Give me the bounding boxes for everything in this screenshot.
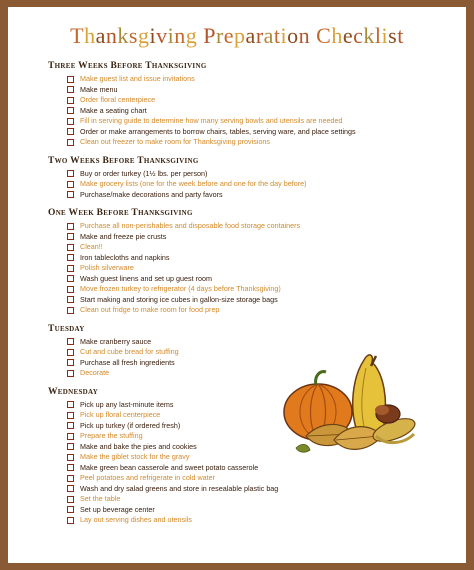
squash-icon xyxy=(353,355,386,437)
title-letter: s xyxy=(388,23,398,48)
checklist-item xyxy=(80,347,179,357)
checklist-item-label: Purchase all non-perishables and disposable food storage containers xyxy=(80,221,301,230)
checklist-item xyxy=(80,400,173,410)
checklist-item xyxy=(80,242,103,252)
checkbox[interactable] xyxy=(67,496,74,503)
checklist-item xyxy=(80,116,343,126)
checklist-item-label: Set the table xyxy=(80,494,121,503)
checklist-item-label: Purchase/make decorations and party favors xyxy=(80,189,223,199)
checklist-item-label: Order or make arrangements to borrow chairs, tables, serving ware, and place settings xyxy=(80,126,356,136)
section-heading: Three Weeks Before Thanksgiving xyxy=(48,61,207,71)
checklist-item-label: Prepare the stuffing xyxy=(80,431,143,440)
checklist-item-label: Iron tablecloths and napkins xyxy=(80,252,170,262)
checklist-item-label: Peel potatoes and refrigerate in cold water xyxy=(80,473,216,482)
checkbox[interactable] xyxy=(67,265,74,272)
checklist-item-label: Pick up any last-minute items xyxy=(80,399,174,409)
title-letter: a xyxy=(95,23,106,48)
checklist-item-label: Clean out freezer to make room for Thanksgiving provisions xyxy=(80,137,271,146)
checklist-item-label: Set up beverage center xyxy=(80,504,155,514)
checkbox[interactable] xyxy=(67,433,74,440)
checkbox[interactable] xyxy=(67,370,74,377)
checklist-item-label: Decorate xyxy=(80,368,110,377)
title-letter: r xyxy=(215,23,224,48)
checklist-item xyxy=(80,274,212,284)
section-heading: Wednesday xyxy=(48,386,99,397)
checkbox[interactable] xyxy=(67,349,74,356)
checklist-item xyxy=(80,452,189,462)
checklist-item xyxy=(80,85,118,95)
checkbox[interactable] xyxy=(67,485,74,492)
checklist-item xyxy=(80,494,120,504)
checklist-item-label: Make and freeze pie crusts xyxy=(80,231,167,241)
checklist-item-label: Buy or order turkey (1½ lbs. per person) xyxy=(80,168,208,178)
title-letter: i xyxy=(167,23,175,48)
title-letter: a xyxy=(245,23,256,48)
checklist-item-label: Start making and storing ice cubes in gallon-size storage bags xyxy=(80,294,278,304)
checklist-item-label: Order floral centerpiece xyxy=(80,95,156,104)
checkbox[interactable] xyxy=(67,233,74,240)
checkbox[interactable] xyxy=(67,464,74,471)
title-letter: v xyxy=(156,23,168,48)
checkbox[interactable] xyxy=(67,422,74,429)
checklist-item xyxy=(80,358,175,368)
checklist-item-label: Pick up turkey (if ordered fresh) xyxy=(80,420,181,430)
title-letter: e xyxy=(342,23,354,48)
checkbox[interactable] xyxy=(67,244,74,251)
title-letter: p xyxy=(234,23,246,48)
checklist-item xyxy=(80,421,180,431)
checklist-item xyxy=(80,473,215,483)
checklist-item-label: Clean out fridge to make room for food prep xyxy=(80,305,220,314)
checkbox[interactable] xyxy=(67,401,74,408)
checklist-item-label: Make grocery lists (one for the week before and one for the day before) xyxy=(80,179,307,188)
title-letter: o xyxy=(287,23,299,48)
checkbox[interactable] xyxy=(67,307,74,314)
checklist-item-label: Make the giblet stock for the gravy xyxy=(80,452,190,461)
title-letter: i xyxy=(149,23,157,48)
title-letter: e xyxy=(223,23,235,48)
checklist-item xyxy=(80,127,356,137)
title-letter: i xyxy=(280,23,288,48)
title-letter: k xyxy=(117,23,129,48)
checklist-item-label: Make a seating chart xyxy=(80,105,147,115)
checklist-item-label: Wash and dry salad greens and store in resealable plastic bag xyxy=(80,483,279,493)
title-letter: s xyxy=(128,23,138,48)
checklist-item xyxy=(80,295,278,305)
checkbox[interactable] xyxy=(67,86,74,93)
title-letter: n xyxy=(298,23,311,48)
title-letter: g xyxy=(185,23,198,48)
section-heading: Tuesday xyxy=(48,323,85,334)
checklist-item xyxy=(80,337,151,347)
checklist-item xyxy=(80,137,270,147)
checkbox[interactable] xyxy=(67,181,74,188)
checklist-item xyxy=(80,221,300,231)
checklist-item-label: Make green bean casserole and sweet potato casserole xyxy=(80,462,259,472)
page-title xyxy=(8,23,466,49)
checklist-item-label: Make guest list and issue invitations xyxy=(80,74,195,83)
checklist-item xyxy=(80,463,258,473)
checklist-item xyxy=(80,368,109,378)
title-letter: P xyxy=(203,23,216,48)
checklist-item xyxy=(80,190,223,200)
title-letter: c xyxy=(353,23,364,48)
checkbox[interactable] xyxy=(67,97,74,104)
checklist-item xyxy=(80,442,197,452)
checklist-item xyxy=(80,505,155,515)
title-letter: t xyxy=(397,23,404,48)
checklist-item xyxy=(80,106,147,116)
title-letter: h xyxy=(84,23,96,48)
checklist-item xyxy=(80,253,170,263)
checkbox[interactable] xyxy=(67,359,74,366)
checkbox[interactable] xyxy=(67,254,74,261)
checkbox[interactable] xyxy=(67,223,74,230)
checkbox[interactable] xyxy=(67,506,74,513)
checklist-item xyxy=(80,431,143,441)
title-letter: n xyxy=(105,23,118,48)
title-letter: r xyxy=(255,23,264,48)
checkbox[interactable] xyxy=(67,412,74,419)
checklist-item xyxy=(80,263,134,273)
checklist-item-label: Pick up floral centerpiece xyxy=(80,410,161,419)
checkbox[interactable] xyxy=(67,191,74,198)
checklist-page xyxy=(8,7,466,563)
section-heading: Two Weeks Before Thanksgiving xyxy=(48,155,199,166)
checklist-item-label: Clean!! xyxy=(80,242,103,251)
checklist-item-label: Make and bake the pies and cookies xyxy=(80,441,197,451)
section-heading: One Week Before Thanksgiving xyxy=(48,208,193,218)
checklist-item xyxy=(80,169,207,179)
checklist-item-label: Polish silverware xyxy=(80,263,134,272)
title-letter: h xyxy=(331,23,343,48)
checkbox[interactable] xyxy=(67,107,74,114)
checklist-item xyxy=(80,74,195,84)
checklist-item xyxy=(80,179,307,189)
title-letter: l xyxy=(374,23,382,48)
title-letter: C xyxy=(316,23,332,48)
checkbox[interactable] xyxy=(67,454,74,461)
checkbox[interactable] xyxy=(67,475,74,482)
checklist-item-label: Wash guest linens and set up guest room xyxy=(80,273,212,283)
checkbox[interactable] xyxy=(67,76,74,83)
checklist-item-label: Move frozen turkey to refrigerator (4 days before Thanksgiving) xyxy=(80,284,281,293)
checklist-item-label: Make menu xyxy=(80,84,118,94)
checkbox[interactable] xyxy=(67,128,74,135)
checklist-item xyxy=(80,232,166,242)
checkbox[interactable] xyxy=(67,139,74,146)
checklist-item xyxy=(80,515,192,525)
checklist-item xyxy=(80,484,278,494)
title-letter: i xyxy=(381,23,389,48)
checkbox[interactable] xyxy=(67,286,74,293)
checkbox[interactable] xyxy=(67,296,74,303)
checklist-item xyxy=(80,284,281,294)
title-letter: t xyxy=(273,23,281,48)
title-letter: g xyxy=(137,23,150,48)
checklist-item-label: Lay out serving dishes and utensils xyxy=(80,515,192,524)
checkbox[interactable] xyxy=(67,275,74,282)
checklist-item-label: Fill in serving guide to determine how many serving bowls and utensils are needed xyxy=(80,116,343,125)
checklist-item xyxy=(80,95,155,105)
checkbox[interactable] xyxy=(67,118,74,125)
checkbox[interactable] xyxy=(67,517,74,524)
checkbox[interactable] xyxy=(67,170,74,177)
title-letter: k xyxy=(363,23,375,48)
title-letter: n xyxy=(174,23,186,48)
checklist-item-label: Cut and cube bread for stuffing xyxy=(80,347,179,356)
checklist-item xyxy=(80,305,219,315)
checkbox[interactable] xyxy=(67,338,74,345)
harvest-illustration xyxy=(276,352,426,462)
title-letter: a xyxy=(263,23,274,48)
checklist-item xyxy=(80,410,160,420)
checklist-item-label: Make cranberry sauce xyxy=(80,336,152,346)
checkbox[interactable] xyxy=(67,443,74,450)
title-letter: T xyxy=(70,23,85,48)
checklist-item-label: Purchase all fresh ingredients xyxy=(80,357,175,367)
